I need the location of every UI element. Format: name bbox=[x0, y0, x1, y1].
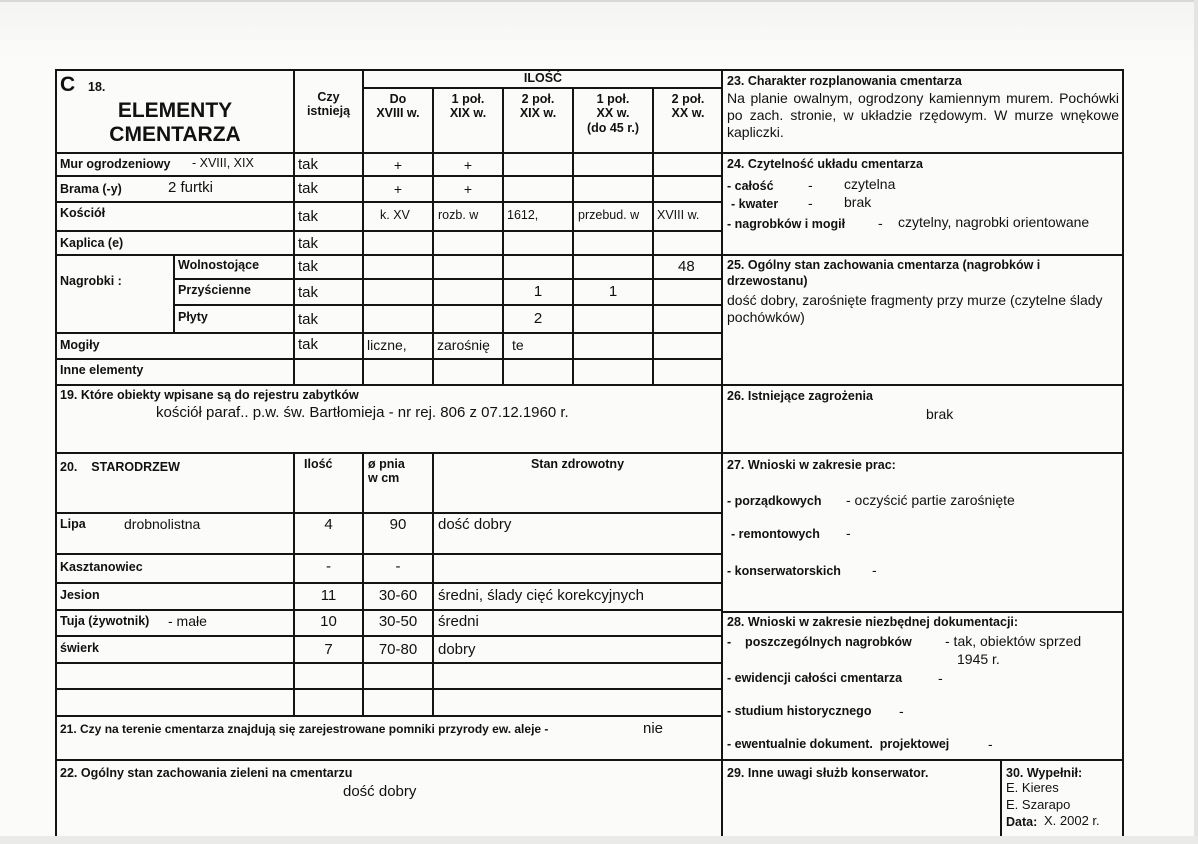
page-edge-right bbox=[1194, 0, 1198, 844]
row-note-wall: - XVIII, XIX bbox=[192, 156, 254, 170]
docs-value-history-study: - bbox=[899, 703, 904, 719]
value-gate-p2: + bbox=[463, 181, 473, 197]
section-title-line1: ELEMENTY bbox=[117, 99, 233, 122]
tree-detail-1: drobnolistna bbox=[124, 516, 201, 532]
tree-health-5: dobry bbox=[438, 641, 476, 658]
docs-label-history-study: - studium historycznego bbox=[727, 704, 872, 718]
form-number: 18. bbox=[88, 80, 106, 94]
value-church-p3: 1612, bbox=[507, 208, 539, 222]
docs-value-inventory: - bbox=[938, 670, 943, 686]
trees-header-health: Stan zdrowotny bbox=[530, 457, 625, 471]
row-note-gate: 2 furtki bbox=[168, 179, 214, 196]
legibility-value-graves: czytelny, nagrobki orientowane bbox=[898, 214, 1090, 230]
tree-name-5: świerk bbox=[60, 641, 99, 655]
works-label-cleanup: - porządkowych bbox=[727, 494, 822, 508]
filled-by-name-2: E. Szarapo bbox=[1006, 797, 1071, 812]
section-25-text: dość dobry, zarośnięte fragmenty przy murze (czytelne ślady pochówków) bbox=[727, 292, 1103, 325]
row-label-gate: Brama (-y) bbox=[60, 182, 122, 196]
value-wall-p2: + bbox=[463, 157, 473, 173]
section-22-title: 22. Ogólny stan zachowania zieleni na cmentarzu bbox=[60, 766, 353, 780]
tree-count-1: 4 bbox=[324, 516, 333, 533]
tree-diameter-5: 70-80 bbox=[378, 641, 418, 658]
docs-value-graves-year: 1945 r. bbox=[957, 651, 1000, 667]
section-19-text: kościół paraf.. p.w. św. Bartłomieja - nr rej. 806 z 07.12.1960 r. bbox=[156, 404, 569, 421]
section-21-answer: nie bbox=[643, 720, 664, 737]
section-19-title: 19. Które obiekty wpisane są do rejestru zabytków bbox=[60, 388, 359, 402]
tree-diameter-3: 30-60 bbox=[378, 587, 418, 604]
legibility-value-quarters: brak bbox=[844, 194, 872, 210]
filled-by-name-1: E. Kieres bbox=[1006, 780, 1059, 795]
exists-wall: tak bbox=[298, 156, 319, 173]
period-header-5: 2 poł. XX w. bbox=[671, 92, 705, 121]
row-label-wall-mounted: Przyścienne bbox=[178, 283, 251, 297]
docs-value-design: - bbox=[988, 736, 993, 752]
row-label-burial-mounds: Mogiły bbox=[60, 338, 100, 352]
exists-wall-mounted: tak bbox=[298, 284, 319, 301]
value-church-p4: przebud. w bbox=[578, 208, 640, 222]
legibility-dash-quarters: - bbox=[808, 195, 813, 211]
row-label-graves: Nagrobki : bbox=[60, 274, 122, 288]
tree-count-5: 7 bbox=[324, 641, 333, 658]
column-header-exists: Czy istnieją bbox=[306, 90, 351, 119]
form-code: C bbox=[60, 73, 76, 96]
works-value-conservation: - bbox=[872, 562, 877, 578]
row-label-slabs: Płyty bbox=[178, 310, 208, 324]
section-23-title: 23. Charakter rozplanowania cmentarza bbox=[727, 74, 962, 88]
value-wall-mounted-p4: 1 bbox=[608, 283, 618, 300]
tree-count-2: - bbox=[326, 558, 331, 575]
tree-count-3: 11 bbox=[320, 587, 337, 604]
trees-header-diameter: ø pnia w cm bbox=[368, 457, 405, 486]
legibility-label-graves: - nagrobków i mogił bbox=[727, 217, 846, 231]
section-title-line2: CMENTARZA bbox=[109, 123, 241, 146]
value-church-p1: k. XV bbox=[380, 208, 410, 222]
tree-diameter-1: 90 bbox=[389, 516, 407, 533]
exists-freestanding: tak bbox=[298, 258, 319, 275]
exists-church: tak bbox=[298, 208, 319, 225]
tree-name-2: Kasztanowiec bbox=[60, 560, 143, 574]
period-header-3: 2 poł. XIX w. bbox=[519, 92, 557, 121]
tree-name-1: Lipa bbox=[60, 517, 86, 531]
page-edge-top bbox=[0, 0, 1198, 2]
row-label-wall: Mur ogrodzeniowy bbox=[60, 157, 171, 171]
value-mounds-p3: te bbox=[512, 337, 524, 353]
section-30-title: 30. Wypełnił: bbox=[1006, 766, 1083, 780]
tree-health-1: dość dobry bbox=[438, 516, 512, 533]
works-value-repair: - bbox=[846, 525, 851, 541]
section-24-title: 24. Czytelność układu cmentarza bbox=[727, 157, 923, 171]
value-freestanding-p5: 48 bbox=[678, 258, 695, 275]
section-29-title: 29. Inne uwagi służb konserwator. bbox=[727, 766, 929, 780]
period-header-2: 1 poł. XIX w. bbox=[449, 92, 487, 121]
value-church-p5: XVIII w. bbox=[657, 208, 700, 222]
section-20-title: 20. STARODRZEW bbox=[60, 460, 180, 474]
exists-burial-mounds: tak bbox=[298, 336, 319, 353]
period-header-4: 1 poł. XX w. (do 45 r.) bbox=[586, 92, 640, 135]
works-value-cleanup: - oczyścić partie zarośnięte bbox=[846, 492, 1015, 508]
section-28-title: 28. Wnioski w zakresie niezbędnej dokumentacji: bbox=[727, 615, 1019, 629]
works-label-repair: - remontowych bbox=[731, 527, 820, 541]
value-wall-mounted-p3: 1 bbox=[533, 283, 543, 300]
docs-label-graves: - poszczególnych nagrobków bbox=[727, 635, 912, 649]
tree-count-4: 10 bbox=[320, 613, 337, 630]
section-25-title: 25. Ogólny stan zachowania cmentarza (nagrobków i drzewostanu) bbox=[727, 258, 1041, 288]
section-26-title: 26. Istniejące zagrożenia bbox=[727, 389, 873, 403]
tree-name-4: Tuja (żywotnik) bbox=[60, 614, 150, 628]
section-27-title: 27. Wnioski w zakresie prac: bbox=[727, 458, 896, 472]
docs-value-graves: - tak, obiektów sprzed bbox=[945, 633, 1082, 649]
works-label-conservation: - konserwatorskich bbox=[727, 564, 841, 578]
row-label-church: Kościół bbox=[60, 206, 106, 220]
value-wall-p1: + bbox=[393, 157, 403, 173]
row-label-other: Inne elementy bbox=[60, 363, 144, 377]
tree-health-3: średni, ślady cięć korekcyjnych bbox=[438, 587, 644, 604]
legibility-value-whole: czytelna bbox=[844, 176, 896, 192]
value-slabs-p3: 2 bbox=[533, 310, 543, 327]
exists-slabs: tak bbox=[298, 311, 319, 328]
section-21-title: 21. Czy na terenie cmentarza znajdują się zarejestrowane pomniki przyrody ew. aleje - bbox=[60, 722, 549, 736]
tree-diameter-2: - bbox=[395, 558, 401, 575]
value-mounds-p1: liczne, bbox=[367, 337, 407, 353]
tree-diameter-4: 30-50 bbox=[378, 613, 418, 630]
exists-chapel: tak bbox=[298, 235, 319, 252]
legibility-dash-graves: - bbox=[878, 215, 883, 231]
legibility-dash-whole: - bbox=[808, 177, 813, 193]
legibility-label-quarters: - kwater bbox=[731, 197, 779, 211]
tree-detail-4: - małe bbox=[168, 613, 207, 629]
legibility-label-whole: - całość bbox=[727, 179, 774, 193]
value-church-p2: rozb. w bbox=[438, 208, 479, 222]
trees-header-count: Ilość bbox=[304, 457, 333, 471]
section-22-text: dość dobry bbox=[343, 783, 417, 800]
page-edge-bottom bbox=[0, 836, 1198, 844]
date-label: Data: bbox=[1006, 815, 1038, 829]
date-value: X. 2002 r. bbox=[1044, 813, 1100, 828]
value-mounds-p2: zarośnię bbox=[437, 337, 490, 353]
tree-health-4: średni bbox=[438, 613, 479, 630]
docs-label-design: - ewentualnie dokument. projektowej bbox=[727, 737, 950, 751]
column-header-quantity: ILOŚĆ bbox=[523, 71, 563, 85]
docs-label-inventory: - ewidencji całości cmentarza bbox=[727, 671, 903, 685]
period-header-1: Do XVIII w. bbox=[376, 92, 420, 121]
value-gate-p1: + bbox=[393, 181, 403, 197]
section-23-text: Na planie owalnym, ogrodzony kamiennym murem. Pochówki po zach. stronie, w układzie rzędowym. W murze wnękowe kapliczki. bbox=[727, 90, 1119, 140]
section-26-text: brak bbox=[926, 406, 954, 422]
exists-gate: tak bbox=[298, 180, 319, 197]
tree-name-3: Jesion bbox=[60, 588, 100, 602]
row-label-chapel: Kaplica (e) bbox=[60, 236, 124, 250]
row-label-freestanding: Wolnostojące bbox=[178, 258, 260, 272]
